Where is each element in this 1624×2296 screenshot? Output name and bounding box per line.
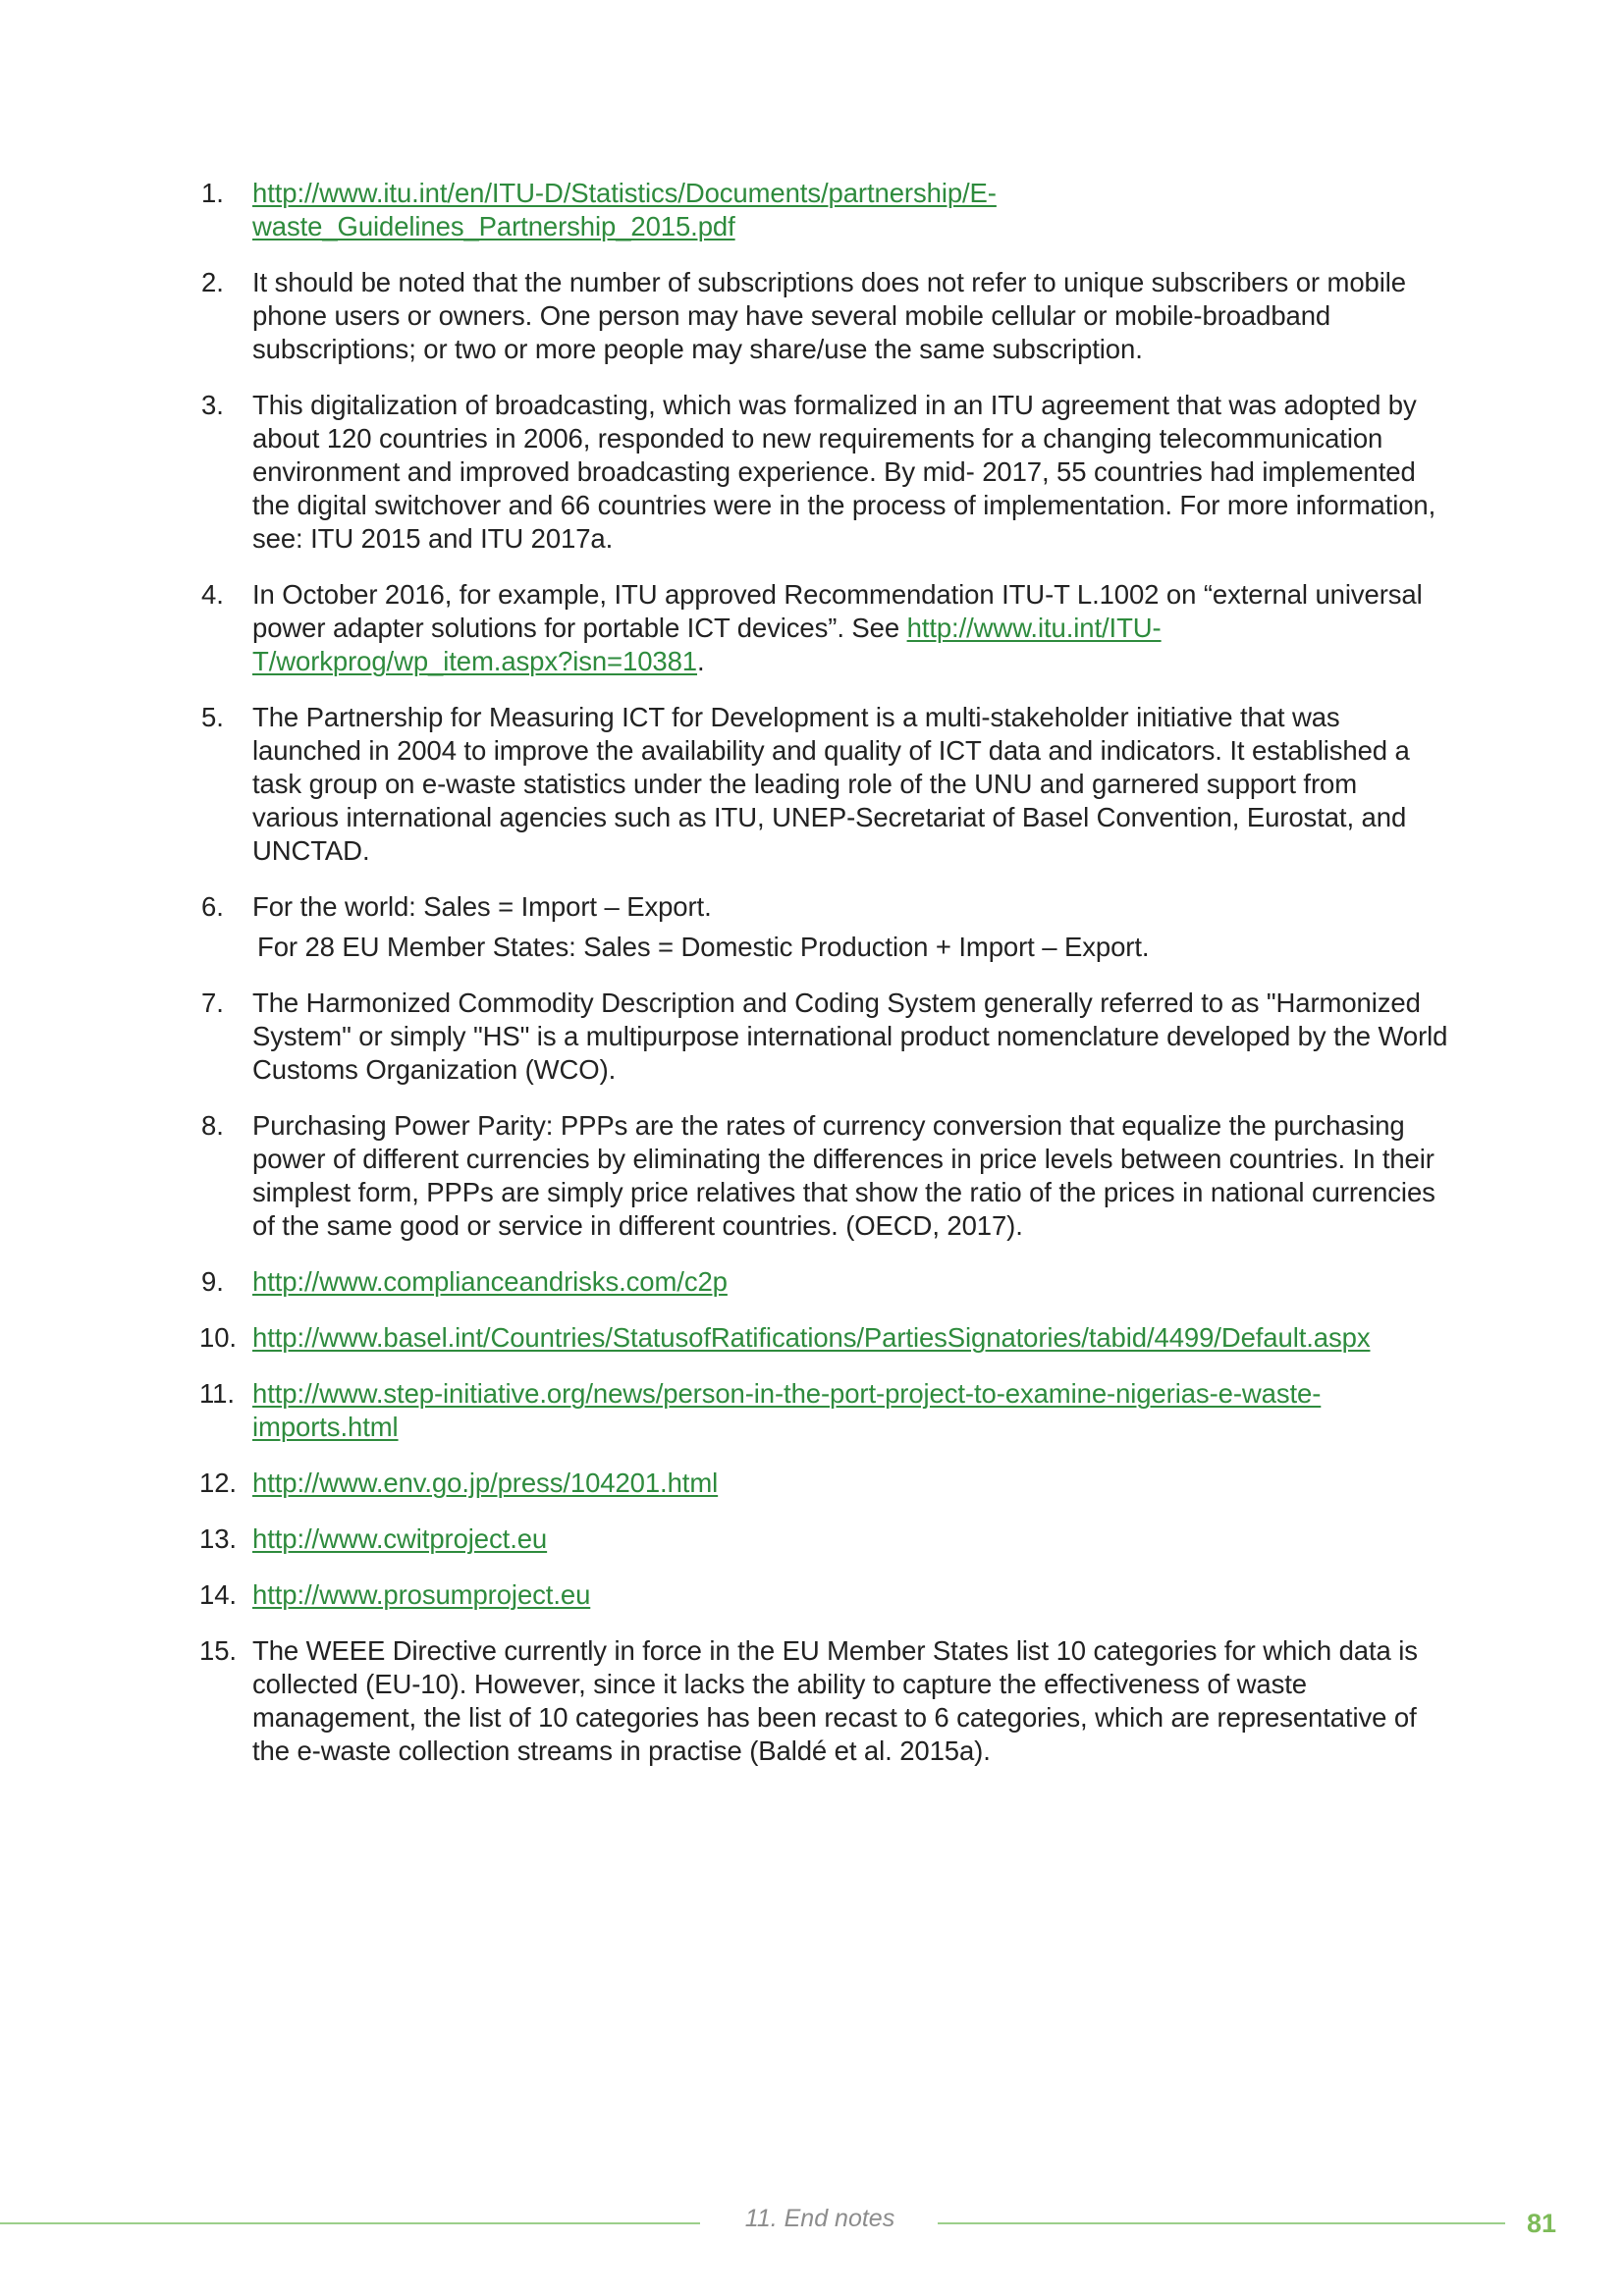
note-number: 12. bbox=[199, 1468, 237, 1498]
note-text: This digitalization of broadcasting, which was formalized in an ITU agreement that was adopted by about 120 countries in 2006, responded to new requirements for a changing telecommunication environment and improved broadcasting experience. By mid- 2017, 55 countries had implemented the digital switchover and 66 countries were in the process of implementation. For more information, see: ITU 2015 and ITU 2017a. bbox=[252, 390, 1436, 554]
note-number: 9. bbox=[201, 1266, 224, 1297]
footer-section-title: 11. End notes bbox=[744, 2205, 895, 2232]
endnote-9 bbox=[201, 1265, 1448, 1299]
note-link[interactable]: http://www.cwitproject.eu bbox=[252, 1523, 548, 1554]
note-link[interactable]: http://www.step-initiative.org/news/person-in-the-port-project-to-examine-nigerias-e-waste-imports.html bbox=[252, 1378, 1322, 1442]
note-number: 6. bbox=[201, 891, 224, 922]
endnote-4 bbox=[201, 578, 1448, 678]
note-text: For the world: Sales = Import – Export. bbox=[252, 891, 712, 922]
endnote-10 bbox=[201, 1321, 1448, 1355]
note-number: 2. bbox=[201, 267, 224, 297]
endnote-5 bbox=[201, 701, 1448, 868]
endnote-1 bbox=[201, 177, 1448, 243]
endnotes-list bbox=[201, 177, 1448, 1790]
note-text: The Harmonized Commodity Description and Coding System generally referred to as "Harmonized System" or simply "HS" is a multipurpose international product nomenclature developed by the World Customs Organization (WCO). bbox=[252, 988, 1448, 1085]
endnote-8 bbox=[201, 1109, 1448, 1243]
note-number: 1. bbox=[201, 178, 224, 208]
note-link[interactable]: http://www.prosumproject.eu bbox=[252, 1579, 591, 1610]
note-text: The WEEE Directive currently in force in the EU Member States list 10 categories for which data is collected (EU-10). However, since it lacks the ability to capture the effectiveness of waste management, the list of 10 categories has been recast to 6 categories, which are representative of the e-waste collection streams in practise (Baldé et al. 2015a). bbox=[252, 1635, 1418, 1766]
note-link[interactable]: http://www.itu.int/ITU-T/workprog/wp_item.aspx?isn=10381 bbox=[252, 613, 1162, 676]
page-number: 81 bbox=[1527, 2209, 1557, 2238]
note-number: 14. bbox=[199, 1579, 237, 1610]
endnote-15 bbox=[201, 1634, 1448, 1768]
endnote-13 bbox=[201, 1522, 1448, 1556]
endnote-6 bbox=[201, 890, 1448, 964]
endnote-3 bbox=[201, 389, 1448, 556]
note-number: 5. bbox=[201, 702, 224, 732]
note-number: 11. bbox=[199, 1378, 235, 1409]
note-number: 3. bbox=[201, 390, 224, 420]
endnote-2 bbox=[201, 266, 1448, 366]
endnote-12 bbox=[201, 1467, 1448, 1500]
note-link[interactable]: http://www.itu.int/en/ITU-D/Statistics/Documents/partnership/E-waste_Guidelines_Partnership_2015.pdf bbox=[252, 178, 997, 241]
endnote-11 bbox=[201, 1377, 1448, 1444]
note-number: 7. bbox=[201, 988, 224, 1018]
endnote-14 bbox=[201, 1578, 1448, 1612]
note-subtext: For 28 EU Member States: Sales = Domestic Production + Import – Export. bbox=[257, 932, 1150, 962]
note-number: 4. bbox=[201, 579, 224, 610]
note-link[interactable]: http://www.complianceandrisks.com/c2p bbox=[252, 1266, 728, 1297]
note-text: Purchasing Power Parity: PPPs are the rates of currency conversion that equalize the purchasing power of different currencies by eliminating the differences in price levels between countries. In their simplest form, PPPs are simply price relatives that show the ratio of the prices in national currencies of the same good or service in different countries. (OECD, 2017). bbox=[252, 1110, 1435, 1241]
note-text: In October 2016, for example, ITU approved Recommendation ITU-T L.1002 on “external universal power adapter solutions for portable ICT devices”. See bbox=[252, 579, 1423, 643]
note-number: 8. bbox=[201, 1110, 224, 1141]
endnote-7 bbox=[201, 987, 1448, 1087]
note-link[interactable]: http://www.env.go.jp/press/104201.html bbox=[252, 1468, 719, 1498]
footer-rule-left bbox=[0, 2222, 700, 2224]
note-number: 15. bbox=[199, 1635, 237, 1666]
note-number: 10. bbox=[199, 1322, 237, 1353]
note-text: The Partnership for Measuring ICT for Development is a multi-stakeholder initiative that was launched in 2004 to improve the availability and quality of ICT data and indicators. It established a task group on e-waste statistics under the leading role of the UNU and garnered support from various international agencies such as ITU, UNEP-Secretariat of Basel Convention, Eurostat, and UNCTAD. bbox=[252, 702, 1410, 866]
note-link[interactable]: http://www.basel.int/Countries/StatusofRatifications/PartiesSignatories/tabid/4499/Default.aspx bbox=[252, 1322, 1371, 1353]
footer-rule-right bbox=[938, 2222, 1505, 2224]
note-number: 13. bbox=[199, 1523, 237, 1554]
note-suffix: . bbox=[697, 646, 705, 676]
note-text: It should be noted that the number of subscriptions does not refer to unique subscribers or mobile phone users or owners. One person may have several mobile cellular or mobile-broadband subscriptions; or two or more people may share/use the same subscription. bbox=[252, 267, 1406, 364]
